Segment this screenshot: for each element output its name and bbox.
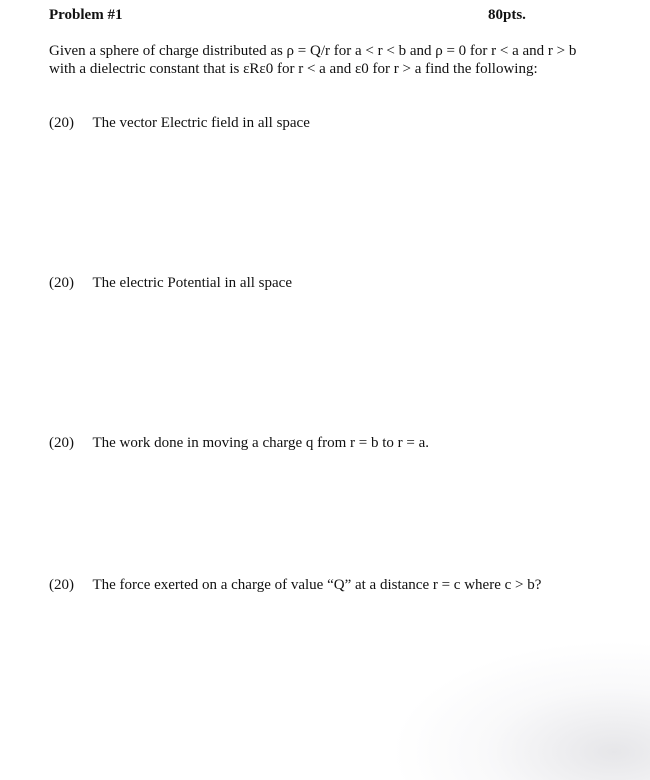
question-4-text: The force exerted on a charge of value “Q” at a distance r = c where c > b? [92,577,542,593]
question-2 [49,275,292,292]
problem-points: 80pts. [488,7,526,23]
question-4 [49,577,541,594]
problem-statement-line-1: Given a sphere of charge distributed as ρ = Q/r for a < r < b and ρ = 0 for r < a and r > b [49,43,577,59]
page-shadow [390,640,650,780]
question-2-points: (20) [49,275,74,291]
question-1 [49,115,310,132]
question-3 [49,435,429,452]
question-3-points: (20) [49,435,74,451]
problem-title: Problem #1 [49,7,123,23]
problem-statement-line-2: with a dielectric constant that is εRε0 for r < a and ε0 for r > a find the following: [49,61,538,77]
question-3-text: The work done in moving a charge q from r = b to r = a. [92,435,430,451]
question-2-text: The electric Potential in all space [92,275,292,291]
question-1-text: The vector Electric field in all space [92,115,310,131]
question-1-points: (20) [49,115,74,131]
problem-statement [49,42,619,78]
question-4-points: (20) [49,577,74,593]
